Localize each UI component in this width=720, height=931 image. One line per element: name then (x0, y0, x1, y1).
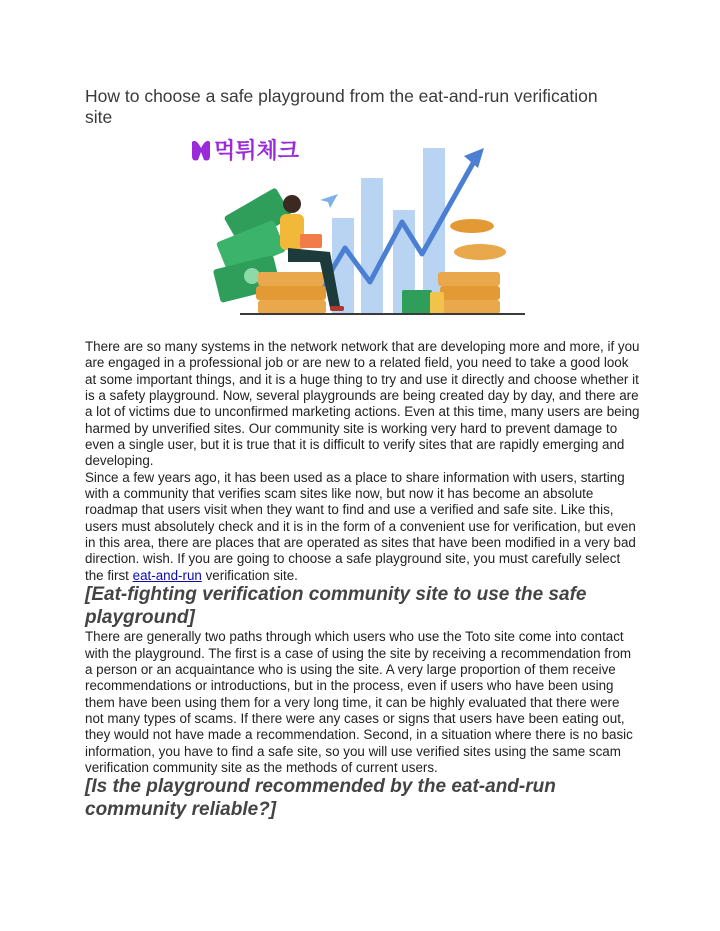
section-heading-2: [Is the playground recommended by the eat-and-run community reliable?] (85, 776, 556, 820)
hero-illustration (180, 130, 530, 330)
coin-stacks-right (402, 219, 506, 314)
paragraph-2 (85, 470, 640, 584)
bar-chart-graphic (332, 148, 445, 314)
logo (192, 138, 300, 164)
logo-text: 먹튀체크 (214, 139, 300, 164)
eat-and-run-link[interactable]: eat-and-run (132, 567, 202, 583)
paper-plane-icon (320, 194, 338, 208)
section-heading-1: [Eat-fighting verification community site to use the safe playground] (85, 584, 587, 628)
coin-stacks-left (256, 272, 326, 314)
paragraph-3: There are generally two paths through which users who use the Toto site come into contact with the playground. The first is a case of using the site by receiving a recommendation from a person or an acquaintance who is using the site. A very large proportion of them receive recommendations or introductions, but in the process, even if users who have been using them have been using them for a very long time, it can be highly evaluated that there were not many types of scams. If there were any cases or signs that users have been eating out, they would not have made a recommendation. Second, in a situation where there is no basic information, you have to find a safe site, so you will use verified sites using the same scam verification community site as the methods of current users. (85, 629, 633, 775)
paragraph-2-text: Since a few years ago, it has been used as a place to share information with users, starting with a community that verifies scam sites like now, but now it has become an absolute roadmap that users visit when they want to find and use a verified and safe site. Like this, users must absolutely check and it is in the form of a convenient use for verification, but even in this area, there are places that are operated as sites that have been modified in a very bad direction. wish. If you are going to choose a safe playground site, you must carefully select the first (85, 469, 636, 583)
paragraph-1: There are so many systems in the network network that are developing more and more, if you are engaged in a professional job or are new to a related field, you need to take a good look at some important things, and it is a huge thing to try and use it directly and choose whether it is a safety playground. Now, several playgrounds are being created day by day, and there are a lot of victims due to unconfirmed marketing actions. Even at this time, many users are being harmed by unverified sites. Our community site is working very hard to prevent damage to even a single user, but it is true that it is difficult to verify sites that are rapidly emerging and developing. (85, 339, 640, 469)
article-body (85, 339, 640, 821)
paragraph-2-tail: verification site. (201, 567, 298, 583)
page-title: How to choose a safe playground from the eat-and-run verification site (85, 86, 598, 127)
